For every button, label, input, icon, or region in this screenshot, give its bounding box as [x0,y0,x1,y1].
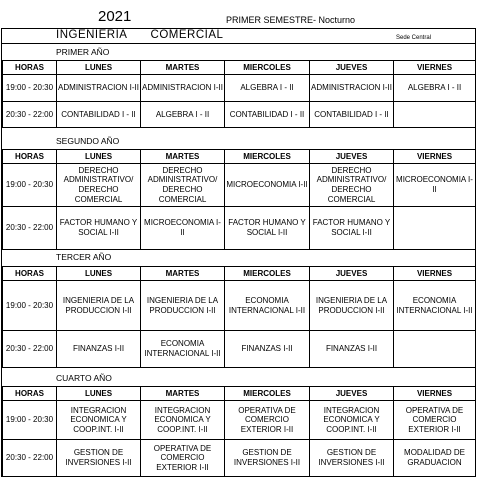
schedule-table [2,266,476,368]
column-header: LUNES [57,387,141,401]
campus-label: Sede Central [396,35,432,41]
section-label: PRIMER AÑO [56,47,110,57]
schedule-table [2,386,476,477]
course-cell: CONTABILIDAD I - II [225,102,310,128]
course-cell: ALGEBRA I - II [141,102,225,128]
column-header: VIERNES [394,61,476,75]
column-header: LUNES [57,150,141,164]
course-cell [394,331,476,368]
column-header: MIERCOLES [225,267,310,281]
table-row [3,331,476,368]
section-label: CUARTO AÑO [56,373,112,383]
course-cell: FACTOR HUMANO Y SOCIAL I-II [57,207,141,250]
time-cell: 19:00 - 20:30 [3,281,57,331]
course-cell: OPERATIVA DE COMERCIO EXTERIOR I-II [141,440,225,477]
column-header: MARTES [141,61,225,75]
column-header: MARTES [141,267,225,281]
time-cell: 19:00 - 20:30 [3,401,57,440]
column-header: LUNES [57,267,141,281]
time-cell: 19:00 - 20:30 [3,75,57,102]
course-cell: INGENIERIA DE LA PRODUCCION I-II [141,281,225,331]
course-cell: GESTION DE INVERSIONES I-II [57,440,141,477]
course-cell: FINANZAS I-II [57,331,141,368]
column-header: HORAS [3,267,57,281]
course-cell: CONTABILIDAD I - II [310,102,394,128]
course-cell: ECONOMIA INTERNACIONAL I-II [141,331,225,368]
time-cell: 20:30 - 22:00 [3,440,57,477]
section-label: SEGUNDO AÑO [56,136,120,146]
course-cell: GESTION DE INVERSIONES I-II [225,440,310,477]
course-cell: MICROECONOMIA I-II [394,164,476,207]
schedule-table [2,60,476,128]
column-header: JUEVES [310,267,394,281]
course-cell: ADMINISTRACION I-II [57,75,141,102]
column-header: MIERCOLES [225,387,310,401]
course-cell [394,102,476,128]
course-cell: OPERATIVA DE COMERCIO EXTERIOR I-II [394,401,476,440]
title-divider [1,43,476,44]
section-label: TERCER AÑO [56,252,112,262]
time-cell: 20:30 - 22:00 [3,331,57,368]
course-cell: GESTION DE INVERSIONES I-II [310,440,394,477]
course-cell: FINANZAS I-II [310,331,394,368]
course-cell: DERECHO ADMINISTRATIVO/ DERECHO COMERCIAL [141,164,225,207]
header-row [3,61,476,75]
time-cell: 20:30 - 22:00 [3,102,57,128]
header-row [3,387,476,401]
course-cell: FACTOR HUMANO Y SOCIAL I-II [225,207,310,250]
table-row [3,102,476,128]
column-header: JUEVES [310,387,394,401]
column-header: VIERNES [394,267,476,281]
course-cell: INTEGRACION ECONOMICA Y COOP.INT. I-II [310,401,394,440]
table-row [3,281,476,331]
semester-label: PRIMER SEMESTRE- Nocturno [226,15,356,25]
time-cell: 20:30 - 22:00 [3,207,57,250]
course-cell: OPERATIVA DE COMERCIO EXTERIOR I-II [225,401,310,440]
course-cell: INGENIERIA DE LA PRODUCCION I-II [57,281,141,331]
course-cell: INTEGRACION ECONOMICA Y COOP.INT. I-II [141,401,225,440]
column-header: MARTES [141,387,225,401]
column-header: HORAS [3,387,57,401]
column-header: VIERNES [394,150,476,164]
table-row [3,75,476,102]
course-cell: ADMINISTRACION I-II [141,75,225,102]
column-header: MIERCOLES [225,150,310,164]
course-cell: INGENIERIA DE LA PRODUCCION I-II [310,281,394,331]
course-cell: CONTABILIDAD I - II [57,102,141,128]
course-cell: INTEGRACION ECONOMICA Y COOP.INT. I-II [57,401,141,440]
header-row [3,150,476,164]
header-row [3,267,476,281]
column-header: LUNES [57,61,141,75]
column-header: JUEVES [310,150,394,164]
course-cell: MICROECONOMIA I-II [225,164,310,207]
table-row [3,440,476,477]
course-cell: MODALIDAD DE GRADUACION [394,440,476,477]
course-cell: ADMINISTRACION I-II [310,75,394,102]
column-header: MIERCOLES [225,61,310,75]
course-cell: DERECHO ADMINISTRATIVO/ DERECHO COMERCIAL [57,164,141,207]
career-title: INGENIERIA COMERCIAL [56,29,224,41]
column-header: HORAS [3,150,57,164]
course-cell: MICROECONOMIA I-II [141,207,225,250]
course-cell: ALGEBRA I - II [394,75,476,102]
column-header: MARTES [141,150,225,164]
column-header: HORAS [3,61,57,75]
table-row [3,164,476,207]
table-row [3,207,476,250]
schedule-year: 2021 [98,8,132,25]
course-cell: ECONOMIA INTERNACIONAL I-II [225,281,310,331]
course-cell: ALGEBRA I - II [225,75,310,102]
course-cell: FINANZAS I-II [225,331,310,368]
column-header: VIERNES [394,387,476,401]
time-cell: 19:00 - 20:30 [3,164,57,207]
table-row [3,401,476,440]
column-header: JUEVES [310,61,394,75]
course-cell: FACTOR HUMANO Y SOCIAL I-II [310,207,394,250]
course-cell: DERECHO ADMINISTRATIVO/ DERECHO COMERCIAL [310,164,394,207]
course-cell: ECONOMIA INTERNACIONAL I-II [394,281,476,331]
schedule-table [2,149,476,250]
course-cell [394,207,476,250]
